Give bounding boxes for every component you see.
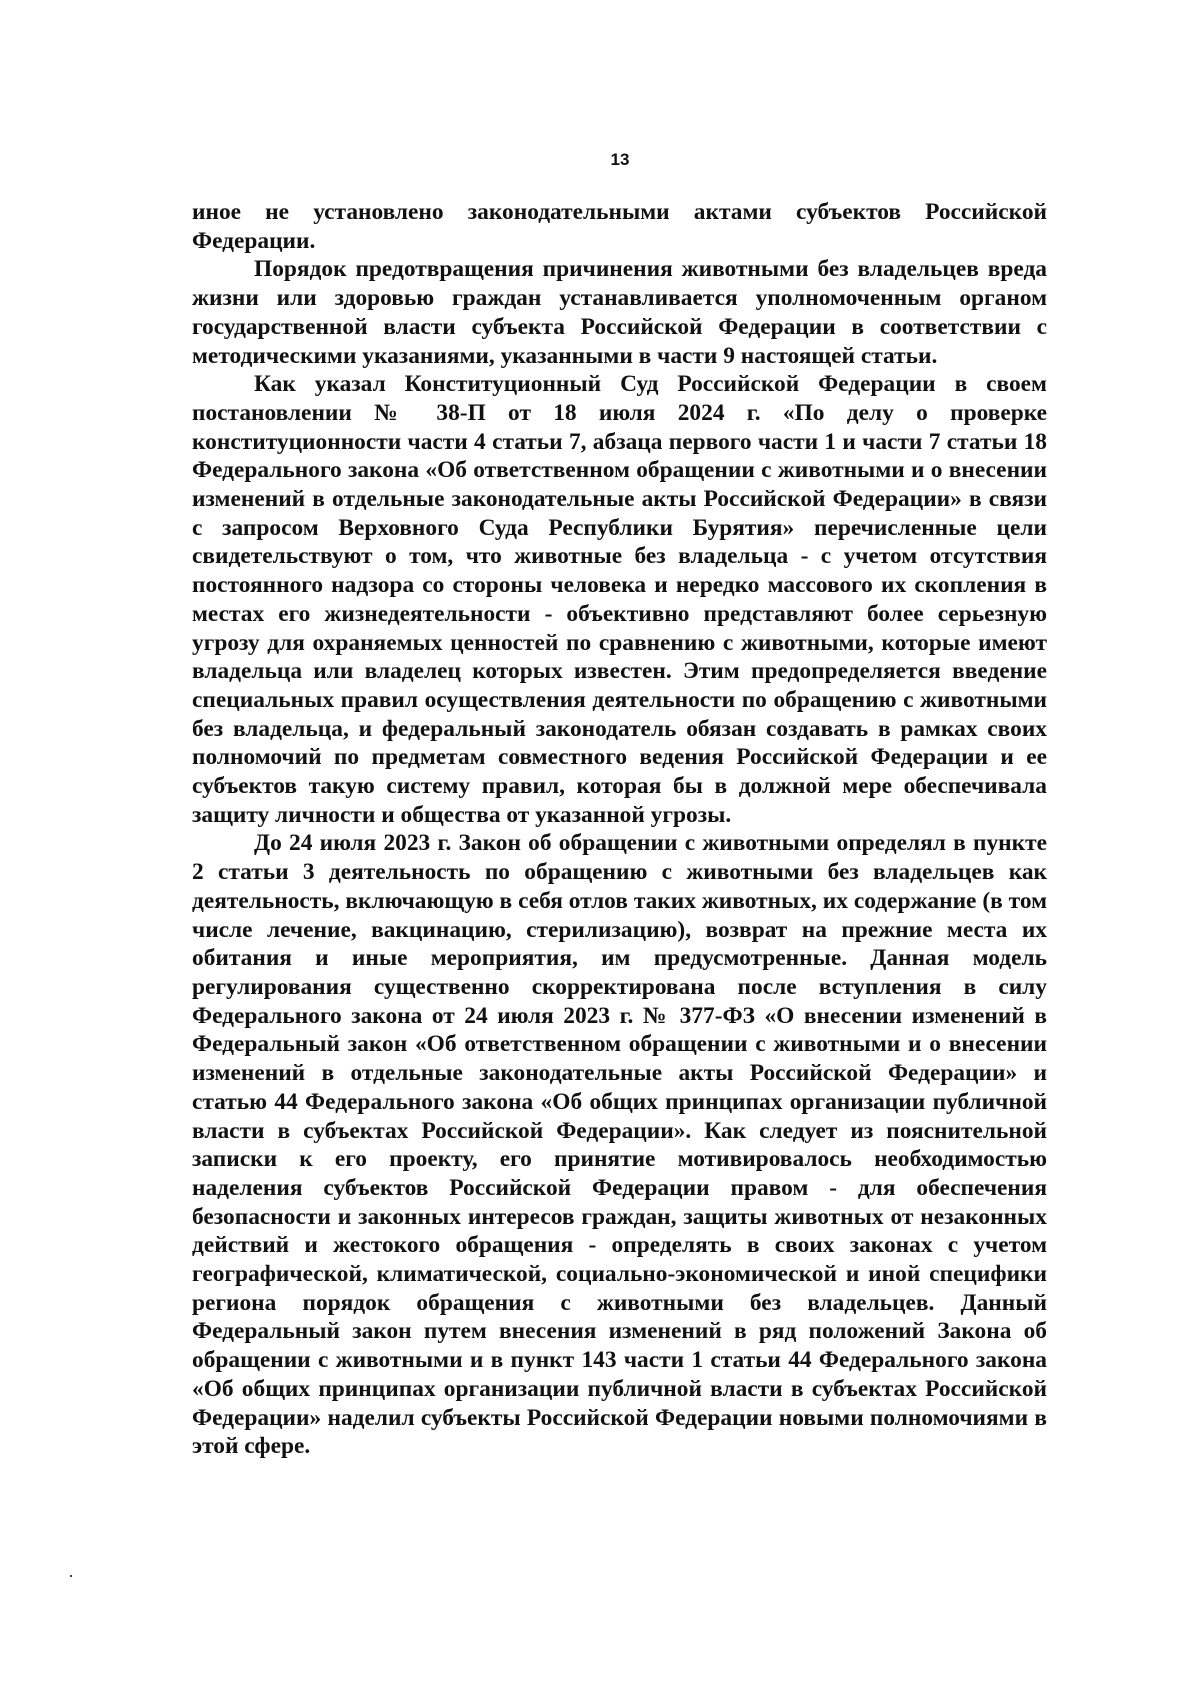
page-number: 13 — [610, 150, 630, 169]
paragraph-law-history: До 24 июля 2023 г. Закон об обращении с животными определял в пункте 2 статьи 3 деятельность по обращению с животными без владельцев как деятельность, включающую в себя отлов таких животных, их содержание (в том числе лечение, вакцинацию, стерилизацию), возврат на прежние места их обитания и иные мероприятия, им предусмотренные. Данная модель регулирования существенно скорректирована после вступления в силу Федерального закона от 24 июля 2023 г. № 377-ФЗ «О внесении изменений в Федеральный закон «Об ответственном обращении с животными и о внесении изменений в отдельные законодательные акты Российской Федерации» и статью 44 Федерального закона «Об общих принципах организации публичной власти в субъектах Российской Федерации». Как следует из пояснительной записки к его проекту, его принятие мотивировалось необходимостью наделения субъектов Российской Федерации правом - для обеспечения безопасности и законных интересов граждан, защиты животных от незаконных действий и жестокого обращения - определять в своих законах с учетом географической, климатической, социально-экономической и иной специфики региона порядок обращения с животными без владельцев. Данный Федеральный закон путем внесения изменений в ряд положений Закона об обращении с животными и в пункт 143 части 1 статьи 44 Федерального закона «Об общих принципах организации публичной власти в субъектах Российской Федерации» наделил субъекты Российской Федерации новыми полномочиями в этой сфере. — [192, 830, 1047, 1460]
paragraph-continuation: иное не установлено законодательными актами субъектов Российской Федерации. — [192, 199, 1047, 254]
paragraph-constitutional-court: Как указал Конституционный Суд Российской Федерации в своем постановлении № 38-П от 18 июля 2024 г. «По делу о проверке конституционности части 4 статьи 7, абзаца первого части 1 и части 7 статьи 18 Федерального закона «Об ответственном обращении с животными и о внесении изменений в отдельные законодательные акты Российской Федерации» в связи с запросом Верховного Суда Республики Бурятия» перечисленные цели свидетельствуют о том, что животные без владельца - с учетом отсутствия постоянного надзора со стороны человека и нередко массового их скопления в местах его жизнедеятельности - объективно представляют более серьезную угрозу для охраняемых ценностей по сравнению с животными, которые имеют владельца или владелец которых известен. Этим предопределяется введение специальных правил осуществления деятельности по обращению с животными без владельца, и федеральный законодатель обязан создавать в рамках своих полномочий по предметам совместного ведения Российской Федерации и ее субъектов такую систему правил, которая бы в должной мере обеспечивала защиту личности и общества от указанной угрозы. — [192, 371, 1047, 828]
document-body — [192, 198, 1047, 1461]
paragraph-prevention-order: Порядок предотвращения причинения животными без владельцев вреда жизни или здоровью граждан устанавливается уполномоченным органом государственной власти субъекта Российской Федерации в соответствии с методическими указаниями, указанными в части 9 настоящей статьи. — [192, 256, 1047, 369]
scan-dot-mark — [70, 1575, 72, 1577]
